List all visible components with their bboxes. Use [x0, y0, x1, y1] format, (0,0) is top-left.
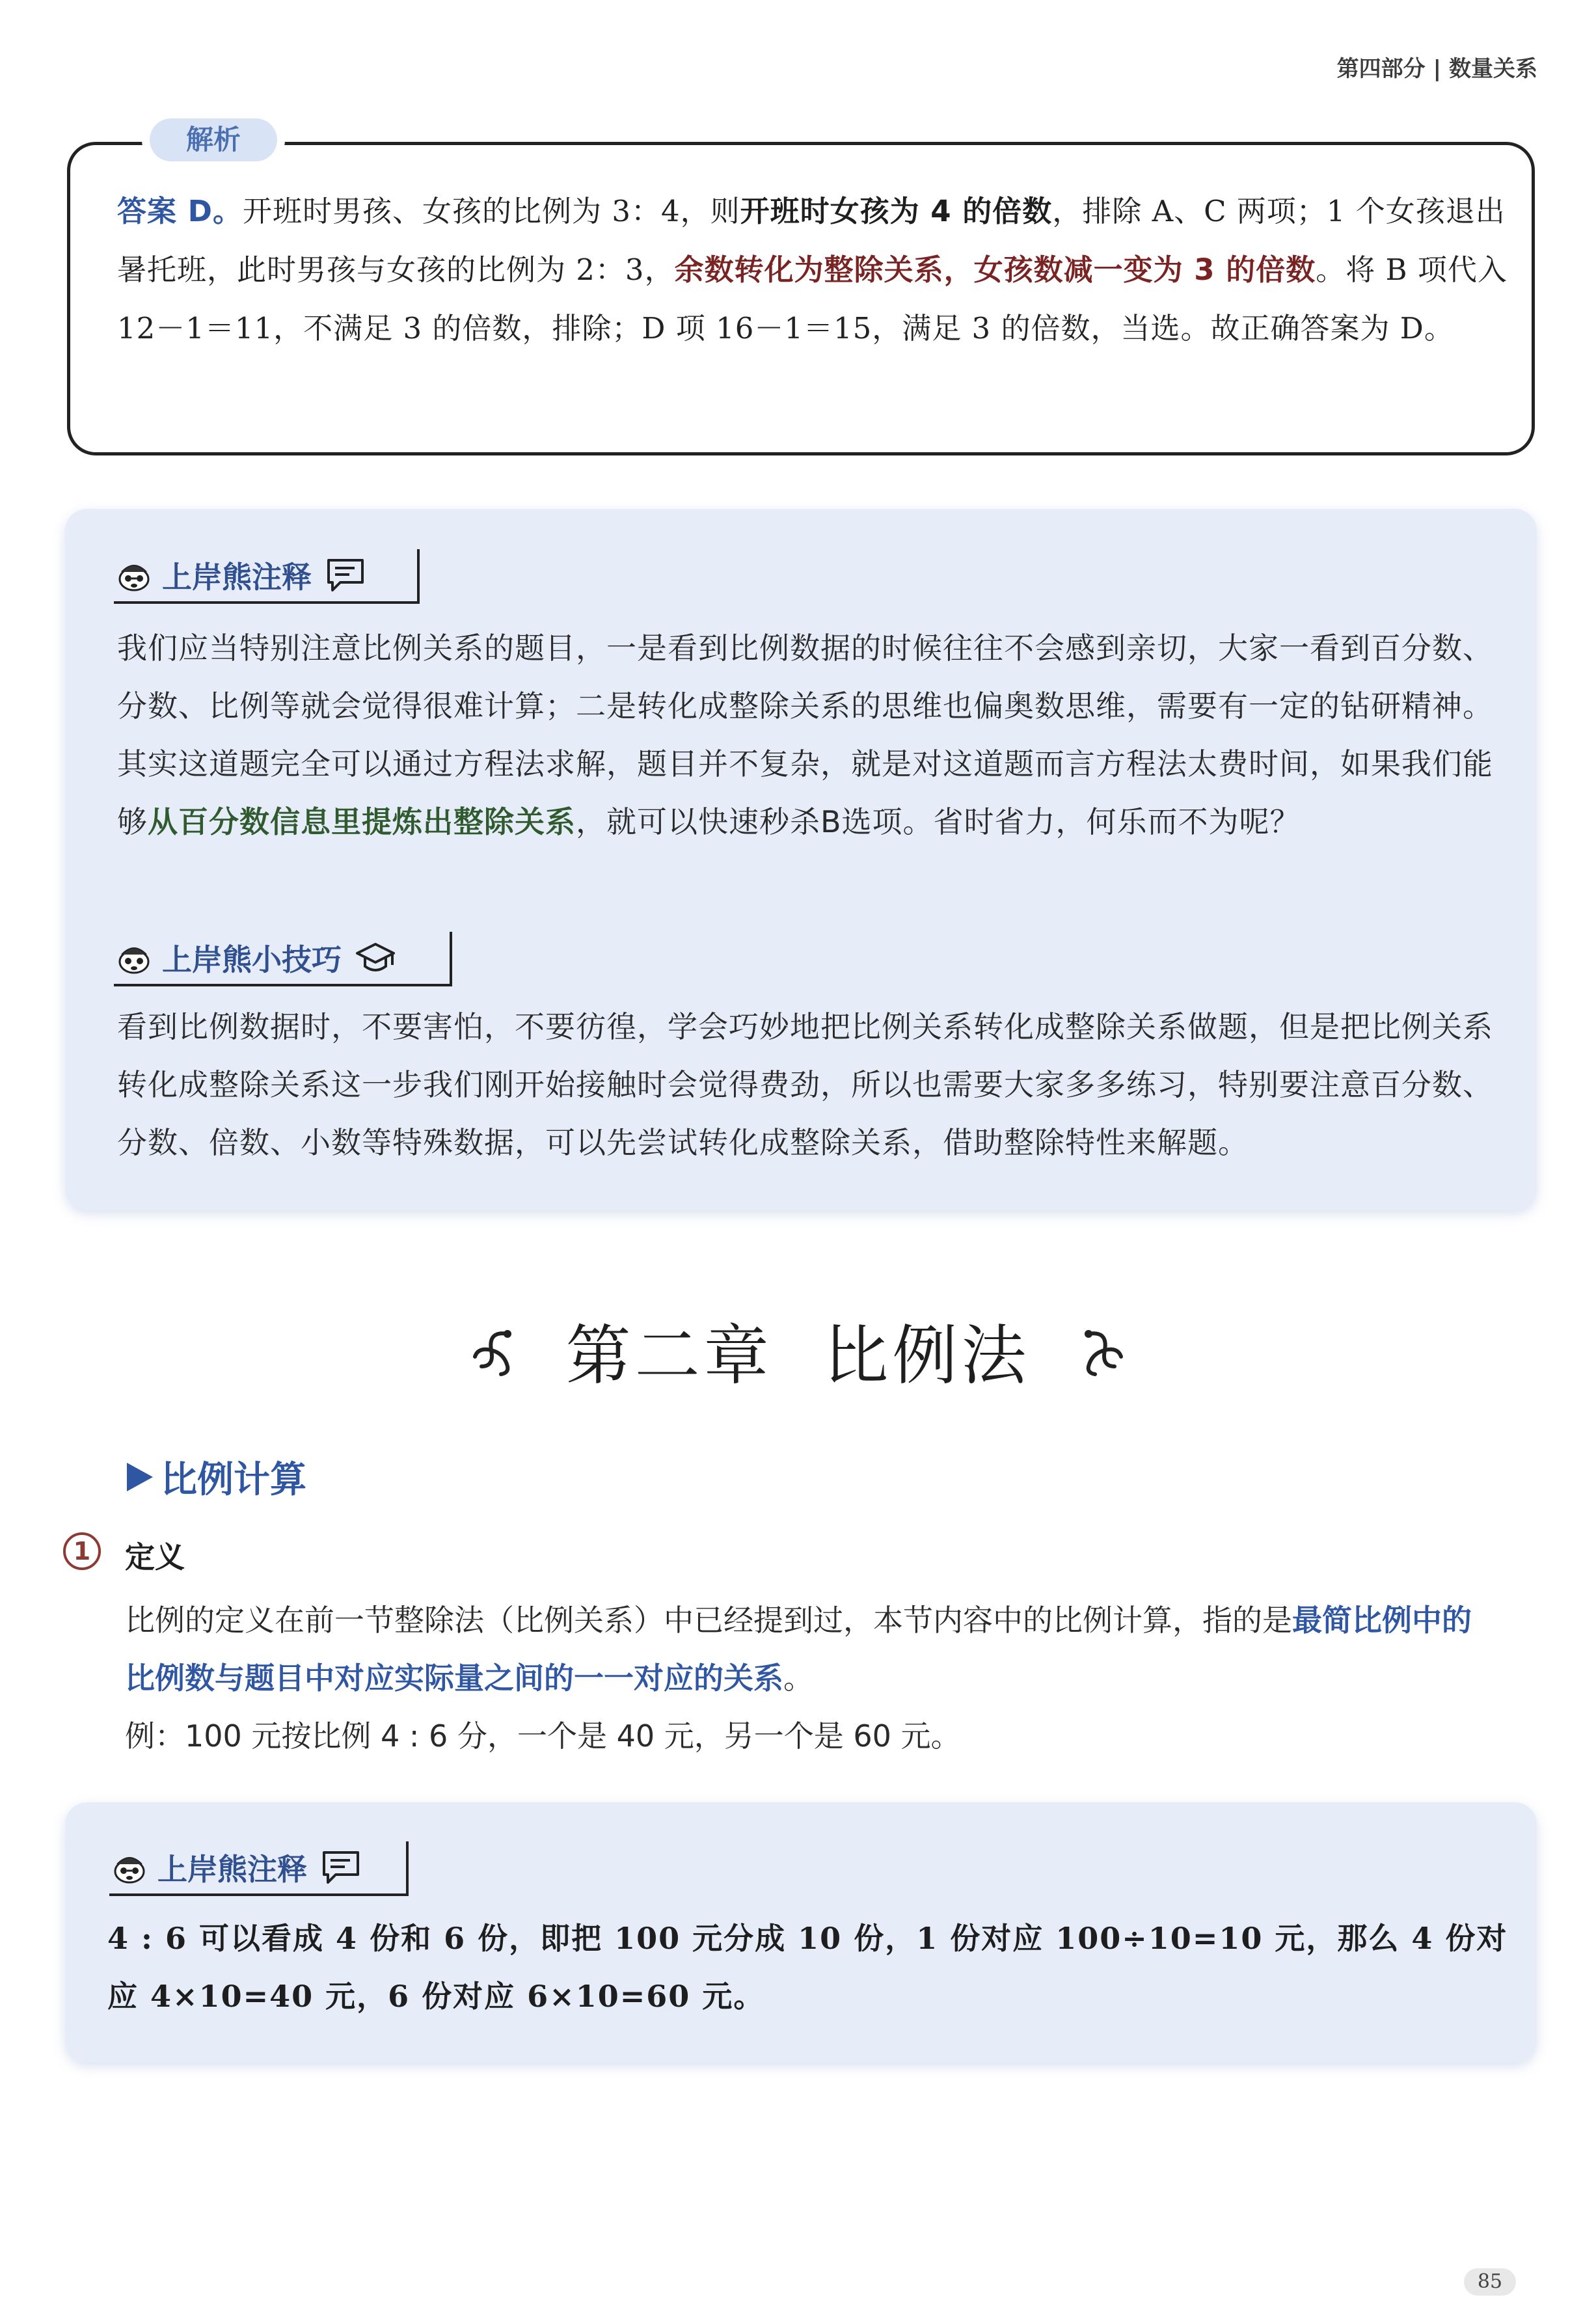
bear-icon — [114, 558, 154, 593]
definition-text — [125, 1592, 1498, 1765]
header-subject: 数量关系 — [1449, 56, 1537, 82]
definition-text-part: 。 — [783, 1661, 813, 1696]
tip-text: 看到比例数据时，不要害怕，不要彷徨，学会巧妙地把比例关系转化成整除关系做题，但是把比例关系转化成整除关系这一步我们刚开始接触时会觉得费劲，所以也需要大家多多练习，特别要注意百分数、分数、倍数、小数等特殊数据，可以先尝试转化成整除关系，借助整除特性来解题。 — [117, 1009, 1493, 1160]
comment-icon — [325, 556, 366, 594]
analysis-tag: 解析 — [150, 118, 277, 161]
analysis-text-part: 。将 B 项代入 12－1＝11，不满足 3 的倍数，排除；D 项 16－1＝15，满足 3 的倍数，当选。故正确答案为 D。 — [117, 252, 1508, 346]
definition-label: 定义 — [125, 1540, 185, 1575]
section-title: 比例计算 — [161, 1459, 306, 1501]
section-heading — [127, 1451, 306, 1503]
analysis-bold-1: 开班时女孩为 4 的倍数 — [740, 194, 1053, 228]
analysis-text-part: 开班时男孩、女孩的比例为 3：4，则 — [243, 194, 740, 228]
chapter-title: 第二章 比例法 — [565, 1318, 1031, 1394]
note-panel — [65, 509, 1537, 1210]
note-label-box — [114, 549, 420, 604]
note-highlight: 从百分数信息里提炼出整除关系 — [148, 804, 576, 839]
triangle-bullet-icon — [127, 1463, 153, 1491]
tip-label: 上岸熊小技巧 — [162, 942, 342, 977]
answer-label: 答案 D。 — [117, 194, 243, 228]
chapter-heading — [0, 1308, 1596, 1392]
item-number: 1 — [63, 1532, 101, 1570]
note-label: 上岸熊注释 — [162, 560, 312, 595]
left-ornament-icon — [468, 1321, 521, 1379]
running-header — [1337, 51, 1537, 83]
note-label-2: 上岸熊注释 — [157, 1852, 307, 1887]
note-2-text: 4 : 6 可以看成 4 份和 6 份，即把 100 元分成 10 份，1 份对应 100÷10=10 元，那么 4 份对应 4×10=40 元，6 份对应 6×10=60 元。 — [107, 1921, 1508, 2014]
comment-icon — [320, 1849, 362, 1886]
bear-icon — [109, 1850, 150, 1885]
analysis-bold-2: 余数转化为整除关系，女孩数减一变为 3 的倍数 — [674, 252, 1316, 287]
definition-example: 例：100 元按比例 4 : 6 分，一个是 40 元，另一个是 60 元。 — [125, 1718, 961, 1754]
analysis-text-part: ，排除 A、C 两项；1 个女孩退出暑托班，此时男孩与女孩的比例为 2：3， — [117, 194, 1506, 287]
note-panel-2 — [65, 1802, 1537, 2063]
bear-icon — [114, 940, 154, 975]
note-text-part: ，就可以快速秒杀B选项。省时省力，何乐而不为呢？ — [576, 804, 1301, 839]
tip-label-box — [114, 932, 452, 986]
note-label-box-2 — [109, 1841, 409, 1896]
graduation-cap-icon — [355, 939, 396, 977]
note-text — [117, 619, 1516, 851]
note-text-part: 我们应当特别注意比例关系的题目，一是看到比例数据的时候往往不会感到亲切，大家一看到百分数、分数、比例等就会觉得很难计算；二是转化成整除关系的思维也偏奥数思维，需要有一定的钻研精神。其实这道题完全可以通过方程法求解，题目并不复杂，就是对这道题而言方程法太费时间，如果我们能够 — [117, 631, 1493, 839]
page-number: 85 — [1464, 2268, 1516, 2296]
analysis-text — [117, 182, 1509, 358]
header-part: 第四部分 — [1336, 56, 1426, 82]
definition-text-part: 比例的定义在前一节整除法（比例关系）中已经提到过，本节内容中的比例计算，指的是 — [125, 1603, 1292, 1638]
right-ornament-icon — [1075, 1321, 1128, 1379]
definition-highlight: 最简比例中的比例数与题目中对应实际量之间的一一对应的关系 — [125, 1603, 1472, 1696]
header-separator: | — [1433, 56, 1441, 82]
